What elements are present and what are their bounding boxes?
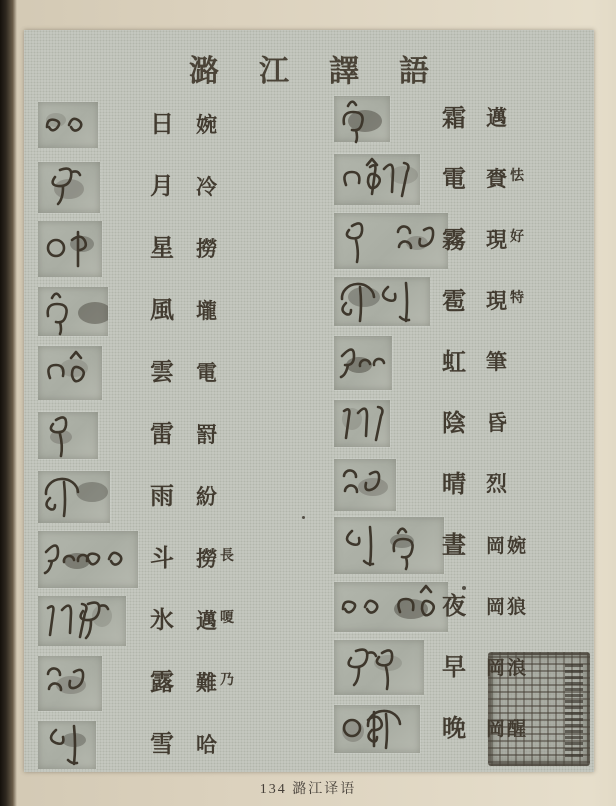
phonetic-transcription xyxy=(196,732,219,757)
phonetic-transcription xyxy=(486,413,509,434)
glyph-cell xyxy=(334,96,442,142)
native-script-glyph-image xyxy=(38,221,102,277)
headword-character: 露 xyxy=(150,670,174,696)
phonetic-main: 紛 xyxy=(196,484,219,509)
headword-character: 雷 xyxy=(150,422,174,448)
native-script-glyph-image xyxy=(334,213,448,269)
native-script-glyph-image xyxy=(38,721,96,769)
native-script-glyph-image xyxy=(38,471,110,523)
phonetic-main: 婉 xyxy=(196,112,219,137)
glyph-cell xyxy=(334,277,442,326)
page-caption: 134 潞江译语 xyxy=(259,782,357,797)
phonetic-transcription xyxy=(196,360,219,385)
phonetic-transcription xyxy=(196,174,219,199)
phonetic-main: 現 xyxy=(486,289,509,313)
phonetic-transcription xyxy=(486,474,509,495)
vocab-row xyxy=(334,515,580,576)
phonetic-main: 賚 xyxy=(486,167,509,191)
native-script-glyph-image xyxy=(334,277,430,326)
glyph-cell xyxy=(38,656,150,711)
vocab-row xyxy=(38,466,334,528)
headword-character: 晚 xyxy=(442,715,466,742)
phonetic-transcription xyxy=(486,291,524,312)
vocab-row xyxy=(334,88,580,149)
glyph-cell xyxy=(38,531,150,588)
phonetic-transcription xyxy=(196,112,219,137)
headword-character: 氷 xyxy=(150,608,174,634)
native-script-glyph-image xyxy=(334,96,390,142)
glyph-cell xyxy=(334,582,442,632)
vocab-columns xyxy=(24,94,594,772)
vocab-row xyxy=(334,210,580,271)
ink-speck xyxy=(302,516,305,519)
native-script-glyph-image xyxy=(334,336,392,390)
glyph-cell xyxy=(38,346,150,400)
vocab-row xyxy=(38,590,334,652)
glyph-cell xyxy=(334,154,442,205)
phonetic-main: 邁 xyxy=(196,608,219,633)
glyph-cell xyxy=(334,517,442,574)
phonetic-small-annotation: 怯 xyxy=(510,169,524,184)
phonetic-small-annotation: 乃 xyxy=(220,672,234,688)
phonetic-main: 難 xyxy=(196,670,219,695)
native-script-glyph-image xyxy=(334,154,420,205)
vocab-row xyxy=(38,156,334,218)
vocab-row xyxy=(38,652,334,714)
headword-character: 陰 xyxy=(442,410,466,437)
native-script-glyph-image xyxy=(334,705,420,753)
native-script-glyph-image xyxy=(38,656,102,711)
native-script-glyph-image xyxy=(334,517,444,574)
headword-character: 夜 xyxy=(442,593,466,620)
glyph-cell xyxy=(334,336,442,390)
vocab-row xyxy=(38,714,334,776)
vocab-row xyxy=(334,576,580,637)
phonetic-transcription xyxy=(486,596,528,617)
page-title: 潞江譯語 xyxy=(189,55,469,88)
phonetic-transcription xyxy=(196,670,234,695)
phonetic-transcription xyxy=(486,535,528,556)
phonetic-main: 壠 xyxy=(196,298,219,323)
phonetic-main: 岡醒 xyxy=(486,719,529,740)
native-script-glyph-image xyxy=(38,531,138,588)
phonetic-main: 昏 xyxy=(486,411,509,435)
phonetic-transcription xyxy=(486,169,524,190)
phonetic-transcription xyxy=(486,352,509,373)
headword-character: 霧 xyxy=(442,227,466,254)
native-script-glyph-image xyxy=(334,640,424,695)
glyph-cell xyxy=(38,287,150,336)
headword-character: 星 xyxy=(150,236,174,262)
glyph-cell xyxy=(38,102,150,148)
phonetic-main: 撈 xyxy=(196,236,219,261)
phonetic-main: 罸 xyxy=(196,422,219,447)
phonetic-transcription xyxy=(486,230,524,251)
glyph-cell xyxy=(38,221,150,277)
ink-speck xyxy=(462,586,466,590)
phonetic-transcription xyxy=(196,298,219,323)
phonetic-transcription xyxy=(196,236,219,261)
native-script-glyph-image xyxy=(334,400,390,447)
headword-character: 斗 xyxy=(150,546,174,572)
headword-character: 霜 xyxy=(442,105,466,132)
headword-character: 雨 xyxy=(150,484,174,510)
phonetic-small-annotation: 長 xyxy=(220,548,234,564)
phonetic-small-annotation: 好 xyxy=(510,230,524,245)
vocab-row xyxy=(38,404,334,466)
vocab-row xyxy=(334,149,580,210)
headword-character: 風 xyxy=(150,298,174,324)
vocab-row xyxy=(334,454,580,515)
vocab-row xyxy=(38,280,334,342)
vocab-row xyxy=(334,332,580,393)
vocab-row xyxy=(38,218,334,280)
phonetic-main: 現 xyxy=(486,228,509,252)
glyph-cell xyxy=(334,213,442,269)
glyph-cell xyxy=(38,471,150,523)
vocab-column-left xyxy=(24,94,334,772)
glyph-cell xyxy=(334,705,442,753)
vocab-row xyxy=(334,271,580,332)
headword-character: 晴 xyxy=(442,471,466,498)
phonetic-transcription xyxy=(486,108,509,129)
vocab-row xyxy=(334,393,580,454)
native-script-glyph-image xyxy=(38,596,126,646)
phonetic-small-annotation: 特 xyxy=(510,291,524,306)
phonetic-main: 冷 xyxy=(196,174,219,199)
phonetic-transcription xyxy=(486,718,528,739)
phonetic-transcription xyxy=(196,422,219,447)
native-script-glyph-image xyxy=(38,102,98,148)
phonetic-main: 邁 xyxy=(486,106,509,130)
headword-character: 月 xyxy=(150,174,174,200)
phonetic-main: 電 xyxy=(196,360,219,385)
phonetic-main: 岡狼 xyxy=(486,597,529,618)
glyph-cell xyxy=(38,412,150,459)
native-script-glyph-image xyxy=(38,346,102,400)
vocab-column-right xyxy=(334,88,580,772)
headword-character: 雪 xyxy=(150,732,174,758)
glyph-cell xyxy=(334,640,442,695)
vocab-row xyxy=(38,94,334,156)
glyph-cell xyxy=(38,721,150,769)
headword-character: 雲 xyxy=(150,360,174,386)
glyph-cell xyxy=(38,596,150,646)
vocab-row xyxy=(38,528,334,590)
native-script-glyph-image xyxy=(38,287,108,336)
phonetic-main: 烈 xyxy=(486,472,509,496)
headword-character: 早 xyxy=(442,654,466,681)
phonetic-main: 岡婉 xyxy=(486,536,529,557)
headword-character: 日 xyxy=(150,112,174,138)
phonetic-transcription xyxy=(196,608,234,633)
book-binding-edge xyxy=(0,0,17,806)
glyph-cell xyxy=(38,162,150,213)
headword-character: 晝 xyxy=(442,532,466,559)
native-script-glyph-image xyxy=(334,582,448,632)
phonetic-main: 筆 xyxy=(486,350,509,374)
phonetic-transcription xyxy=(196,546,234,571)
glyph-cell xyxy=(334,400,442,447)
headword-character: 虹 xyxy=(442,349,466,376)
vocab-row xyxy=(38,342,334,404)
phonetic-main: 撈 xyxy=(196,546,219,571)
glyph-cell xyxy=(334,459,442,511)
phonetic-main: 岡浪 xyxy=(486,658,529,679)
headword-character: 電 xyxy=(442,166,466,193)
native-script-glyph-image xyxy=(334,459,396,511)
headword-character: 雹 xyxy=(442,288,466,315)
scanned-plate xyxy=(24,30,594,772)
native-script-glyph-image xyxy=(38,162,100,213)
phonetic-main: 哈 xyxy=(196,732,219,757)
native-script-glyph-image xyxy=(38,412,98,459)
phonetic-small-annotation: 嗄 xyxy=(220,610,234,626)
phonetic-transcription xyxy=(196,484,219,509)
phonetic-transcription xyxy=(486,657,528,678)
